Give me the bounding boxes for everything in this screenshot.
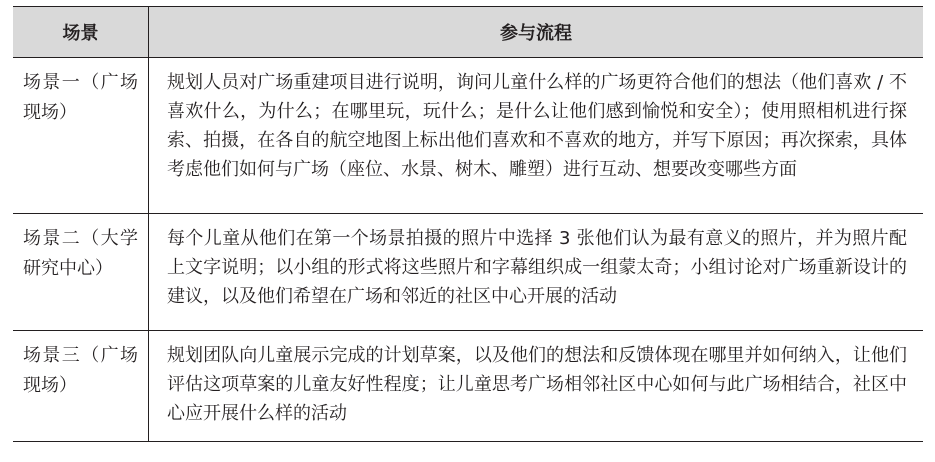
process-cell: 规划人员对广场重建项目进行说明，询问儿童什么样的广场更符合他们的想法（他们喜欢 / 不喜欢什么，为什么；在哪里玩，玩什么；是什么让他们感到愉悦和安全）；使用照相机进行探索、拍摄，在各自的航空地图上标出他们喜欢和不喜欢的地方，并写下原因；再次探索，具体考虑他们如何与广场（座位、水景、树木、雕塑）进行互动、想要改变哪些方面 bbox=[167, 72, 907, 180]
table-row bbox=[13, 213, 923, 330]
process-cell: 每个儿童从他们在第一个场景拍摄的照片中选择 3 张他们认为最有意义的照片，并为照片配上文字说明；以小组的形式将这些照片和字幕组织成一组蒙太奇；小组讨论对广场重新设计的建议，以及他们希望在广场和邻近的社区中心开展的活动 bbox=[167, 228, 907, 307]
process-cell: 规划团队向儿童展示完成的计划草案，以及他们的想法和反馈体现在哪里并如何纳入，让他们评估这项草案的儿童友好性程度；让儿童思考广场相邻社区中心如何与此广场相结合，社区中心应开展什么样的活动 bbox=[167, 345, 907, 424]
header-process: 参与流程 bbox=[500, 23, 572, 44]
header-scene: 场景 bbox=[13, 7, 149, 57]
scenario-table bbox=[13, 6, 923, 442]
table-row bbox=[13, 57, 923, 213]
scene-cell: 场景二（大学研究中心） bbox=[13, 214, 149, 330]
table-row bbox=[13, 330, 923, 441]
table-header-row bbox=[13, 7, 923, 57]
scene-cell: 场景三（广场现场） bbox=[13, 331, 149, 441]
scene-cell: 场景一（广场现场） bbox=[13, 58, 149, 213]
